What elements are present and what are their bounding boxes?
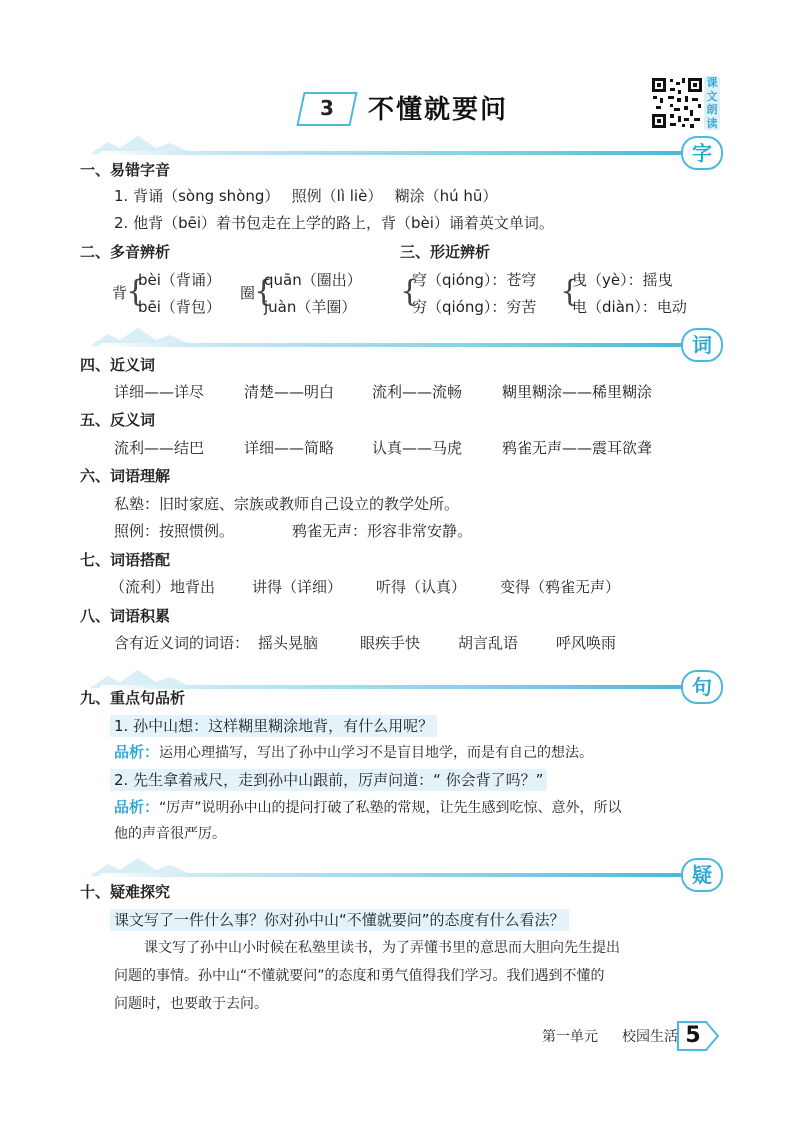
s10-answer-line3: 问题时，也要敢于去问。 bbox=[114, 996, 268, 1012]
footer-unit: 第一单元 bbox=[542, 1029, 598, 1045]
s7-item: 讲得（详细） bbox=[252, 578, 343, 596]
section-heading-10: 十、疑难探究 bbox=[80, 883, 171, 901]
s3-r1a: 穹（qióng）：苍穹 bbox=[412, 271, 537, 289]
s8-item: 胡言乱语 bbox=[458, 634, 519, 652]
s8-item: 呼风唤雨 bbox=[556, 634, 617, 652]
s5-item: 鸦雀无声——震耳欲聋 bbox=[502, 439, 653, 457]
s4-item: 清楚——明白 bbox=[244, 383, 335, 401]
page-title: 不懂就要问 bbox=[368, 95, 509, 125]
s2-r2b: juàn（羊圈） bbox=[264, 298, 357, 316]
s1-line1: 1. 背诵（sòng shòng） 照例（lì liè） 糊涂（hú hū） bbox=[114, 187, 498, 205]
s4-item: 详细——详尽 bbox=[114, 383, 205, 401]
s2-r2a: quān（圈出） bbox=[264, 271, 362, 289]
badge-ci: 词 bbox=[681, 328, 723, 362]
section-heading-7: 七、词语搭配 bbox=[80, 551, 171, 569]
qr-code[interactable] bbox=[650, 76, 704, 130]
section-heading-9: 九、重点句品析 bbox=[80, 689, 186, 707]
section-heading-1: 一、易错字音 bbox=[80, 161, 171, 179]
lesson-number: 3 bbox=[320, 96, 334, 120]
section-divider-ju bbox=[100, 685, 685, 689]
s2-char2: 圈 bbox=[240, 284, 256, 302]
badge-ju: 句 bbox=[681, 670, 723, 704]
s2-r1b: bēi（背包） bbox=[138, 298, 221, 316]
section-heading-2: 二、多音辨析 bbox=[80, 243, 171, 261]
s6-line1: 私塾：旧时家庭、宗族或教师自己设立的教学处所。 bbox=[114, 495, 460, 513]
s7-item: 变得（鸦雀无声） bbox=[500, 578, 621, 596]
s4-item: 流利——流畅 bbox=[372, 383, 463, 401]
section-heading-5: 五、反义词 bbox=[80, 411, 156, 429]
s3-r2b: 电（diàn）：电动 bbox=[572, 298, 687, 316]
section-divider-yi bbox=[100, 873, 685, 877]
section-heading-6: 六、词语理解 bbox=[80, 467, 171, 485]
s3-r2a: 曳（yè）：摇曳 bbox=[572, 271, 673, 289]
s5-item: 详细——简略 bbox=[244, 439, 335, 457]
s8-label: 含有近义词的词语： bbox=[114, 634, 250, 652]
s10-answer-line1: 课文写了孙中山小时候在私塾里读书，为了弄懂书里的意思而大胆向先生提出 bbox=[144, 940, 620, 956]
s10-answer-line2: 问题的事情。孙中山“不懂就要问”的态度和勇气值得我们学习。我们遇到不懂的 bbox=[114, 968, 605, 984]
s3-r1b: 穷（qióng）：穷苦 bbox=[412, 298, 537, 316]
brace-icon: { bbox=[400, 274, 420, 309]
s7-item: 听得（认真） bbox=[376, 578, 467, 596]
qr-code-icon bbox=[650, 76, 704, 130]
analysis-text: “厉声”说明孙中山的提问打破了私塾的常规，让先生感到吃惊、意外，所以 bbox=[159, 800, 622, 816]
analysis-label: 品析： bbox=[114, 743, 160, 761]
brace-icon: { bbox=[560, 274, 580, 309]
analysis-label: 品析： bbox=[114, 798, 160, 816]
s9-question-1: 1. 孙中山想：这样糊里糊涂地背，有什么用呢？ bbox=[110, 715, 437, 737]
s2-r1a: bèi（背诵） bbox=[138, 271, 221, 289]
brace-icon: { bbox=[126, 274, 146, 309]
s2-char1: 背 bbox=[112, 284, 128, 302]
section-divider-ci bbox=[100, 343, 685, 347]
section-heading-3: 三、形近辨析 bbox=[400, 243, 491, 261]
s5-item: 认真——马虎 bbox=[372, 439, 463, 457]
section-divider-zi bbox=[100, 151, 685, 155]
s1-line2: 2. 他背（bēi）着书包走在上学的路上，背（bèi）诵着英文单词。 bbox=[114, 214, 554, 232]
s6-line2a: 照例：按照惯例。 bbox=[114, 522, 235, 540]
s9-analysis-1 bbox=[114, 742, 593, 763]
s9-analysis-2 bbox=[114, 797, 622, 818]
s7-item: （流利）地背出 bbox=[110, 578, 216, 596]
brace-icon: { bbox=[254, 274, 274, 309]
s4-item: 糊里糊涂——稀里糊涂 bbox=[502, 383, 653, 401]
s8-item: 摇头晃脑 bbox=[258, 634, 319, 652]
analysis-text: 运用心理描写，写出了孙中山学习不是盲目地学，而是有自己的想法。 bbox=[159, 745, 594, 761]
qr-caption: 课文朗读 bbox=[704, 76, 720, 130]
s9-analysis-2-cont: 他的声音很严厉。 bbox=[114, 826, 226, 842]
badge-zi: 字 bbox=[681, 136, 723, 170]
section-heading-8: 八、词语积累 bbox=[80, 607, 171, 625]
section-heading-4: 四、近义词 bbox=[80, 356, 156, 374]
badge-yi: 疑 bbox=[681, 858, 723, 892]
s9-question-2: 2. 先生拿着戒尺，走到孙中山跟前，厉声问道：“ 你会背了吗？” bbox=[110, 769, 547, 791]
footer-theme: 校园生活 bbox=[622, 1029, 678, 1045]
s10-question: 课文写了一件什么事？你对孙中山“不懂就要问”的态度有什么看法？ bbox=[110, 909, 569, 931]
s5-item: 流利——结巴 bbox=[114, 439, 205, 457]
page-number: 5 bbox=[685, 1023, 701, 1048]
s8-item: 眼疾手快 bbox=[360, 634, 421, 652]
s6-line2b: 鸦雀无声：形容非常安静。 bbox=[292, 522, 473, 540]
